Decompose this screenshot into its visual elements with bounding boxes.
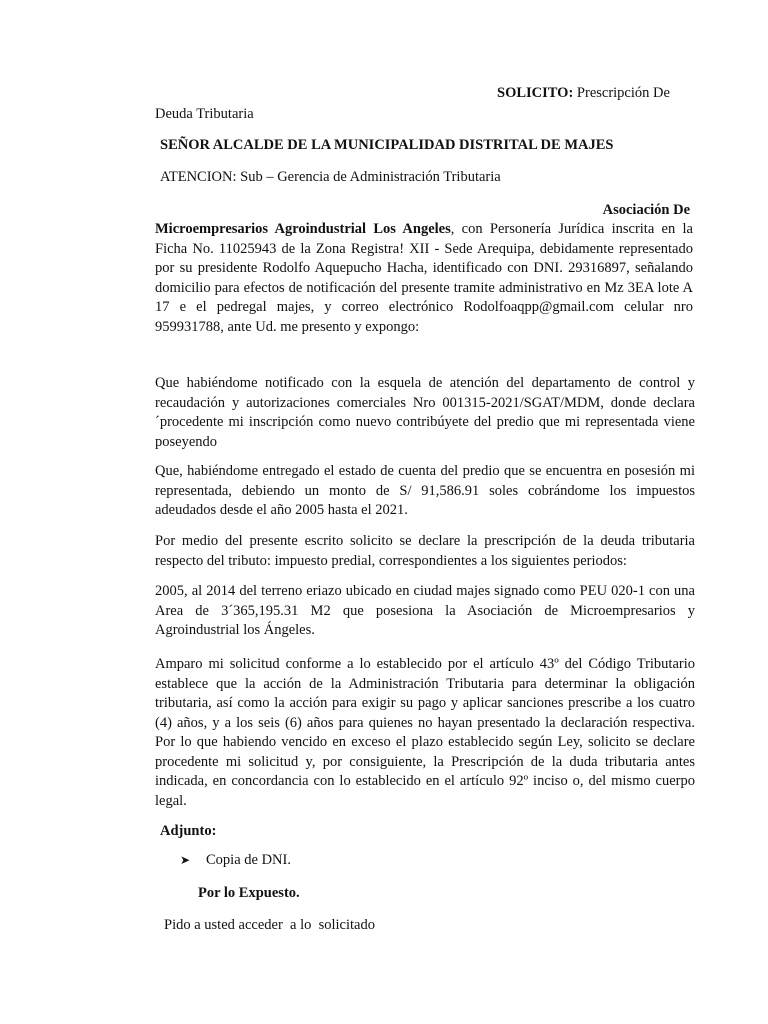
paragraph-account-state: Que, habiéndome entregado el estado de cuenta del predio que se encuentra en posesión mi representada, debiendo un monto de S/ 91,586.91 soles cobrándome los impuestos adeudados desde el año 2005 hasta el 2021. [155, 463, 695, 518]
closing-request: Pido a usted acceder a lo solicitado [164, 917, 375, 933]
paragraph-legal-basis: Amparo mi solicitud conforme a lo establecido por el artículo 43º del Código Tributario establece que la acción de la Administración Tributaria para determinar la obligación tributaria, así como la acción para exigir su pago y aplicar sanciones prescribe a los cuatro (4) años, y a los seis (6) años para quienes no hayan presentado la declaración respectiva. Por lo que habiendo vencido en exceso el plazo establecido según Ley, solicito se declare procedente mi solicitud y, por consiguiente, la Prescripción de la duda tributaria antes indicada, en concordancia con lo establecido en el artículo 92º inciso o, del mismo cuerpo legal. [155, 656, 695, 809]
solicito-header [497, 84, 697, 104]
solicito-continuation: Deuda Tributaria [155, 106, 254, 122]
closing-por-lo-expuesto: Por lo Expuesto. [198, 885, 300, 901]
organization-name: Microempresarios Agroindustrial Los Angeles [155, 221, 451, 237]
solicito-value: Prescripción De [573, 85, 670, 101]
solicito-label: SOLICITO: [497, 85, 574, 101]
arrow-bullet-icon: ➤ [180, 853, 191, 867]
attachments-heading: Adjunto: [160, 823, 217, 839]
addressee-title: SEÑOR ALCALDE DE LA MUNICIPALIDAD DISTRITAL DE MAJES [160, 137, 614, 153]
paragraph-request: Por medio del presente escrito solicito se declare la prescripción de la deuda tributaria respecto del tributo: impuesto predial, correspondientes a los siguientes periodos: [155, 533, 695, 569]
paragraph-periods: 2005, al 2014 del terreno eriazo ubicado en ciudad majes signado como PEU 020-1 con una Area de 3´365,195.31 M2 que posesiona la Asociación de Microempresarios y Agroindustrial los Ángeles. [155, 583, 695, 638]
intro-paragraph [155, 220, 693, 337]
attachment-item-label: Copia de DNI. [206, 852, 291, 868]
intro-first-line: Asociación De [602, 202, 690, 218]
attention-line: ATENCION: Sub – Gerencia de Administración Tributaria [160, 169, 501, 185]
intro-rest: , con Personería Jurídica inscrita en la Ficha No. 11025943 de la Zona Registra! XII - Sede Arequipa, debidamente representado por su presidente Rodolfo Aquepucho Hacha, identificado con DNI. 29316897, señalando domicilio para efectos de notificación del presente tramite administrativo en Mz 3EA lote A 17 e el pedregal majes, y correo electrónico Rodolfoaqpp@gmail.com celular nro 959931788, ante Ud. me presento y expongo: [155, 221, 693, 335]
attachment-item [180, 851, 720, 871]
paragraph-notification: Que habiéndome notificado con la esquela de atención del departamento de control y recaudación y autorizaciones comerciales Nro 001315-2021/SGAT/MDM, donde declara ´procedente mi inscripción como nuevo contribúyete del predio que mi representada viene poseyendo [155, 375, 695, 450]
